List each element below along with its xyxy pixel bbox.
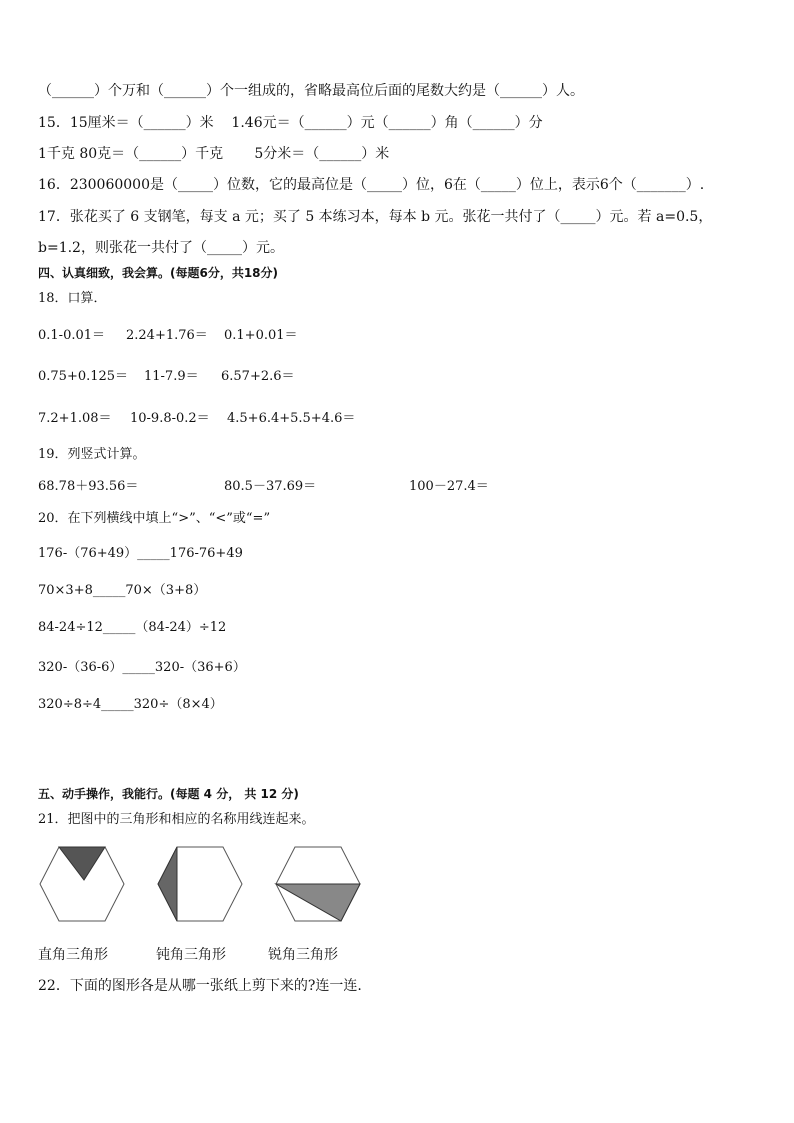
section5-heading: 五、动手操作，我能行。(每题 4 分， 共 12 分) bbox=[38, 787, 299, 801]
q20-item: 70×3+8_____70×（3+8） bbox=[38, 583, 207, 598]
hexagon-figure-1 bbox=[38, 846, 126, 922]
q19-item: 80.5－37.69＝ bbox=[224, 479, 317, 494]
section4-heading: 四、认真细致，我会算。(每题6分，共18分) bbox=[38, 266, 279, 280]
q18-item: 0.75+0.125＝ bbox=[38, 369, 129, 384]
hexagon-figure-3 bbox=[274, 846, 362, 922]
q20-item: 320÷8÷4_____320÷（8×4） bbox=[38, 697, 223, 712]
q18-item: 4.5+6.4+5.5+4.6＝ bbox=[227, 411, 356, 426]
q19-item: 100－27.4＝ bbox=[409, 479, 489, 494]
q14-tail: （______）个万和（______）个一组成的，省略最高位后面的尾数大约是（______）人。 bbox=[38, 83, 584, 99]
q21-title: 21．把图中的三角形和相应的名称用线连起来。 bbox=[38, 812, 315, 827]
hexagon-figure-2 bbox=[156, 846, 244, 922]
q21-label: 钝角三角形 bbox=[156, 947, 226, 963]
q18-item: 11-7.9＝ bbox=[144, 369, 199, 384]
q19-item: 68.78＋93.56＝ bbox=[38, 479, 139, 494]
q19-title: 19．列竖式计算。 bbox=[38, 447, 146, 462]
q20-item: 320-（36-6）_____320-（36+6） bbox=[38, 660, 246, 675]
q18-item: 0.1+0.01＝ bbox=[224, 328, 298, 343]
q18-item: 7.2+1.08＝ bbox=[38, 411, 112, 426]
shaded-triangle bbox=[158, 847, 177, 921]
q16: 16．230060000是（_____）位数，它的最高位是（_____）位，6在（_____）位上，表示6个（_______）. bbox=[38, 177, 705, 193]
q18-item: 2.24+1.76＝ bbox=[126, 328, 208, 343]
q15-line2: 1千克 80克＝（______）千克 5分米＝（______）米 bbox=[38, 146, 390, 162]
q18-title: 18．口算． bbox=[38, 291, 107, 306]
q20-title: 20．在下列横线中填上“>”、“<”或“=” bbox=[38, 511, 271, 526]
q21-label: 锐角三角形 bbox=[268, 947, 338, 963]
q20-item: 84-24÷12_____（84-24）÷12 bbox=[38, 620, 227, 635]
q17-line2: b=1.2，则张花一共付了（_____）元。 bbox=[38, 240, 284, 256]
q18-item: 6.57+2.6＝ bbox=[221, 369, 295, 384]
q22-title: 22．下面的图形各是从哪一张纸上剪下来的?连一连. bbox=[38, 978, 362, 994]
q20-item: 176-（76+49）_____176-76+49 bbox=[38, 546, 243, 561]
q18-item: 10-9.8-0.2＝ bbox=[130, 411, 210, 426]
q18-item: 0.1-0.01＝ bbox=[38, 328, 106, 343]
q15-line1: 15．15厘米＝（______）米 1.46元＝（______）元（______）角（______）分 bbox=[38, 115, 543, 131]
q17-line1: 17．张花买了 6 支钢笔，每支 a 元；买了 5 本练习本，每本 b 元。张花一共付了（_____）元。若 a=0.5， bbox=[38, 209, 713, 225]
q21-label: 直角三角形 bbox=[38, 947, 108, 963]
